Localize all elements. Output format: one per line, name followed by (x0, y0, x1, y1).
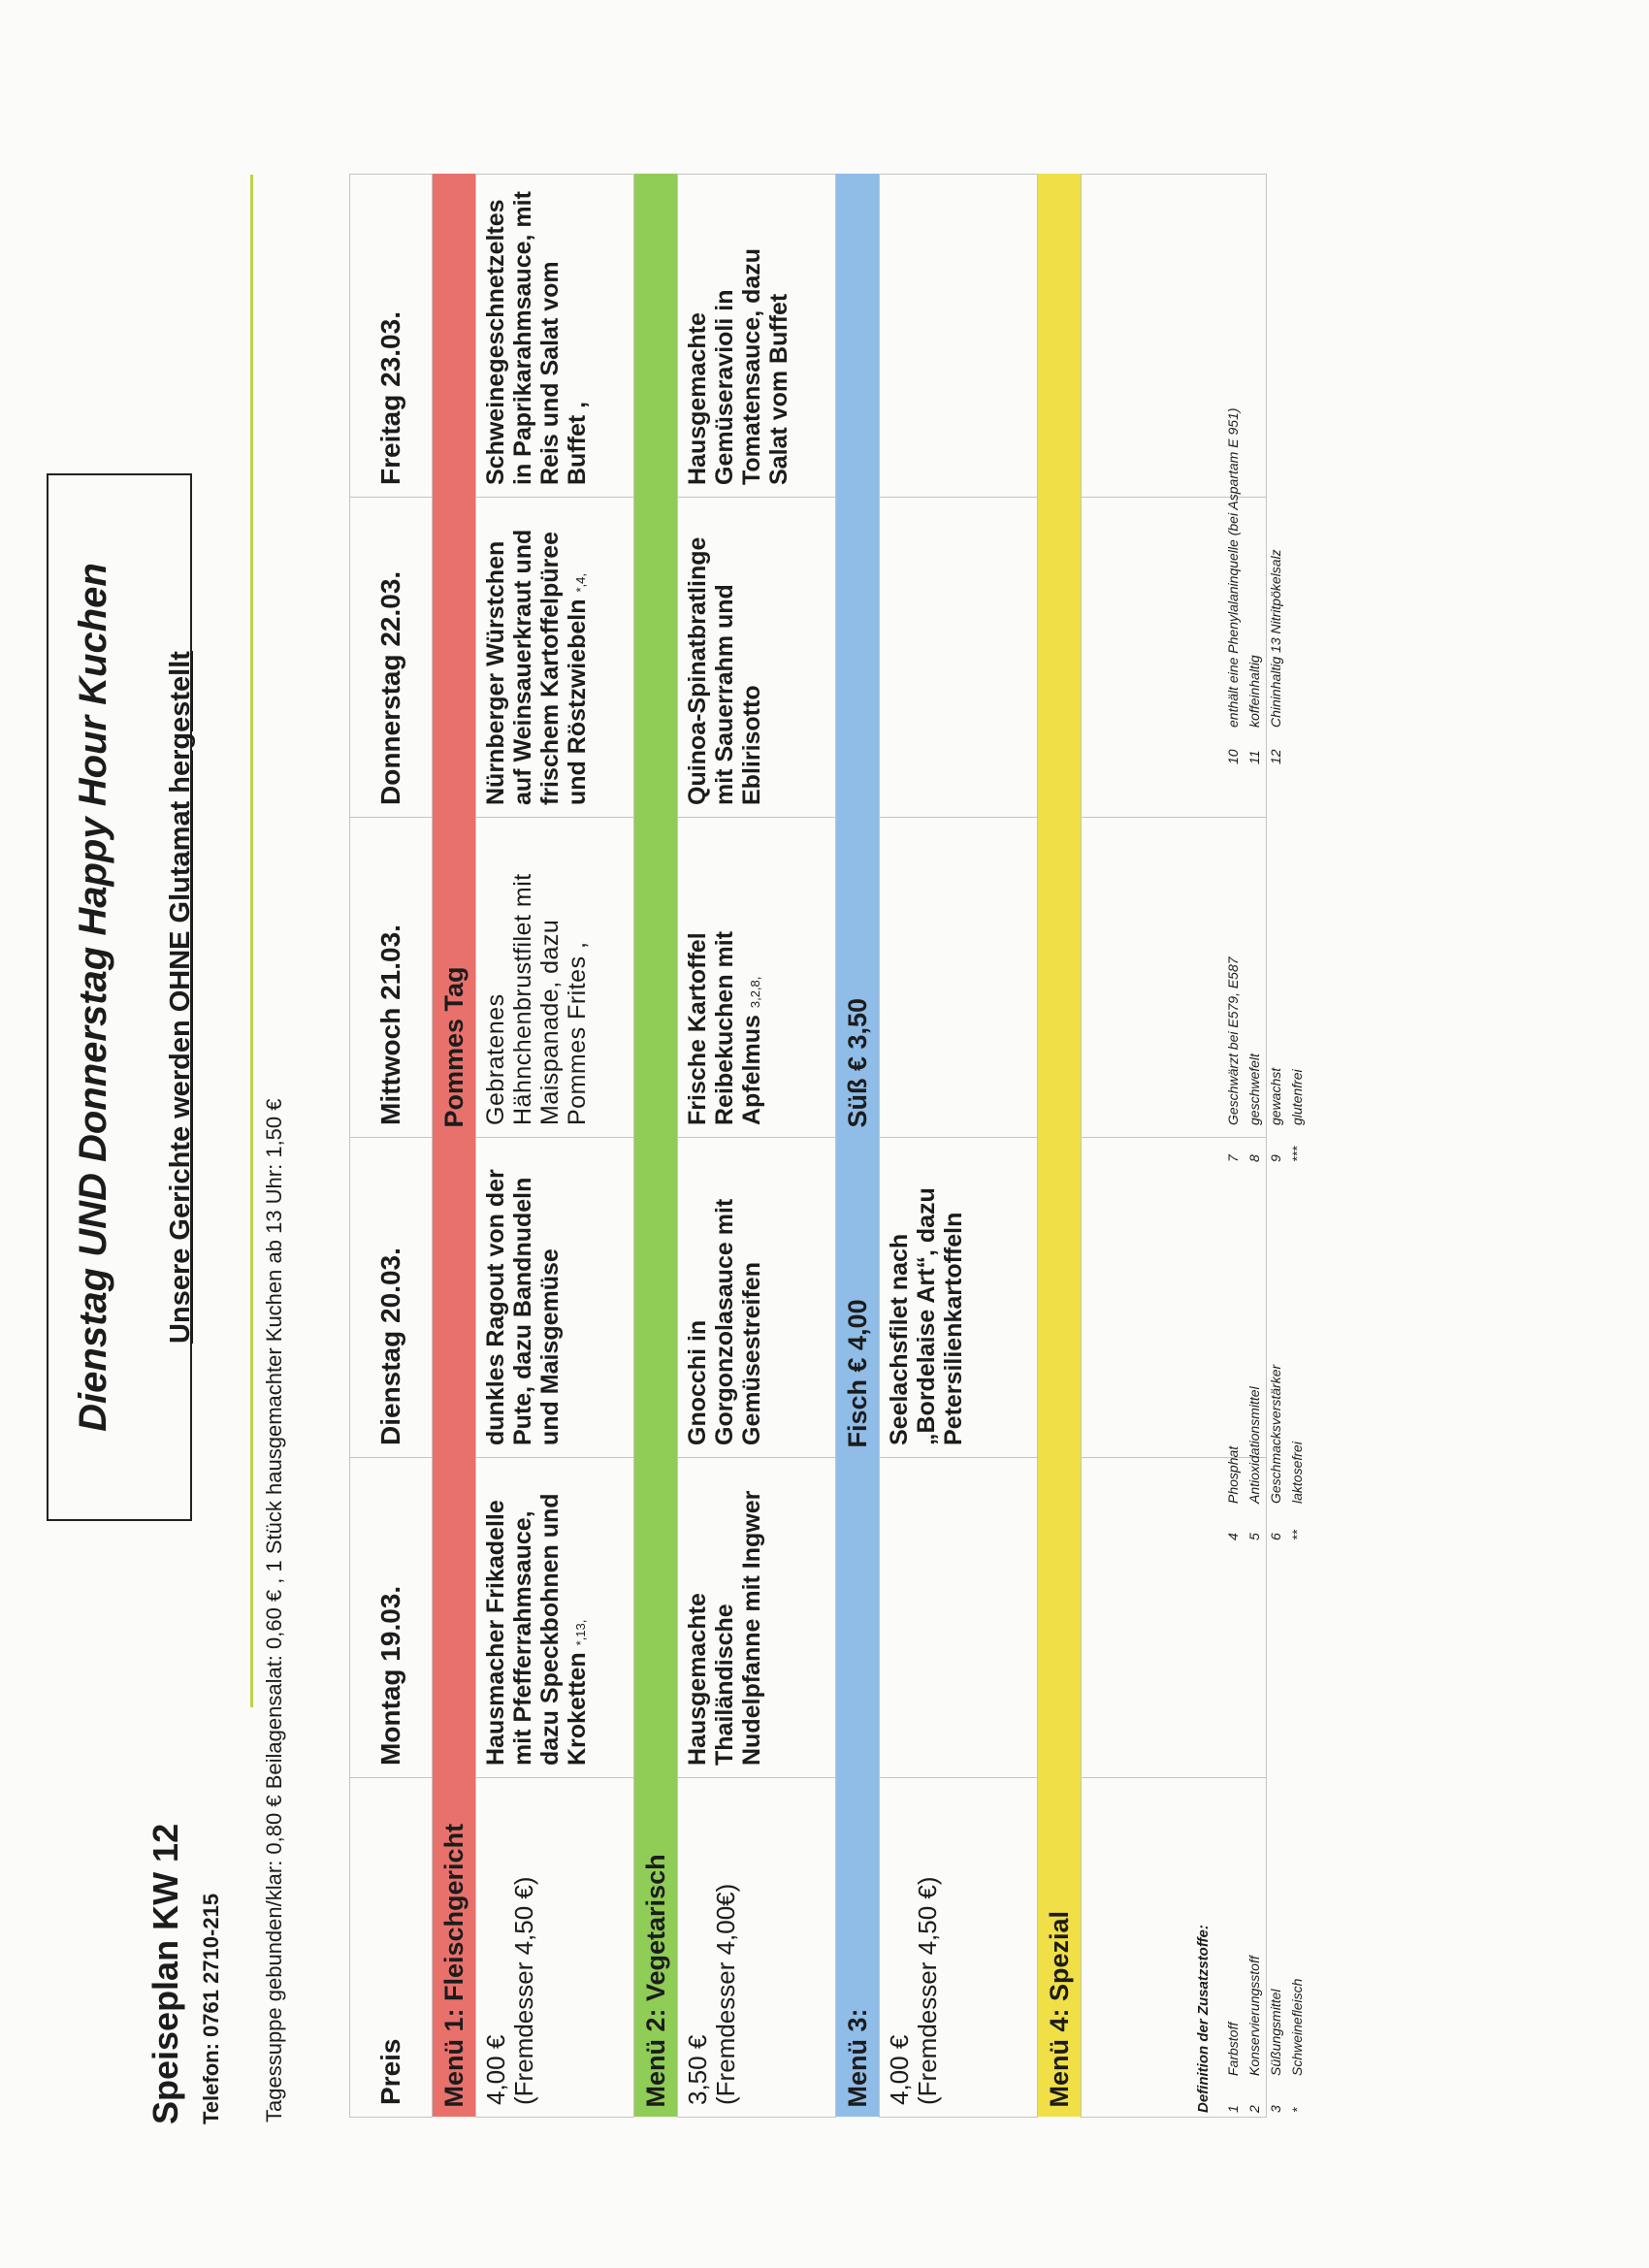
dish-text: Nürnberger Würstchen auf Weinsauerkraut und frischem Kartoffelpüree und Röstzwiebeln (482, 529, 591, 805)
dish-cell (880, 1138, 1038, 1458)
additive-marks: *,4, (573, 573, 588, 593)
menu-band-cell (634, 818, 678, 1138)
dish-cell (476, 1458, 634, 1778)
legend-item (1265, 408, 1286, 764)
legend-item (1222, 1365, 1244, 1540)
menu-label: Menü 1: Fleischgericht (433, 1778, 476, 2118)
legend-item (1286, 1365, 1308, 1540)
legend-key: 10 (1225, 749, 1241, 764)
dish-text: dunkles Ragout von der Pute, dazu Bandnudeln und Maisgemüse (482, 1169, 564, 1445)
legend-item (1265, 1956, 1286, 2113)
menu-band-cell: Süß € 3,50 (836, 818, 880, 1138)
menu-band (433, 175, 476, 2118)
dish-cell (476, 175, 634, 498)
dish-text: Hausmacher Frikadelle mit Pfefferrahmsauce, dazu Speckbohnen und Kroketten (482, 1493, 591, 1766)
dish-cell (880, 818, 1038, 1138)
day-column-header: Freitag 23.03. (350, 175, 433, 498)
legend-item (1244, 1956, 1265, 2113)
day-column-header: Donnerstag 22.03. (350, 498, 433, 818)
dish-cell (678, 1138, 836, 1458)
dish-cell (476, 498, 634, 818)
dish-cell (880, 175, 1038, 498)
menu-price (678, 1778, 836, 2118)
legend-text: Süßungsmittel (1268, 1989, 1283, 2076)
menu-price (880, 1778, 1038, 2118)
legend-text: Phosphat (1225, 1445, 1241, 1504)
dish-text: Gnocchi in Gorgonzolasauce mit Gemüsestreifen (684, 1198, 765, 1445)
price-line: 4,00 € (885, 2034, 914, 2105)
legend-text: laktosefrei (1289, 1442, 1305, 1504)
menu-label: Menü 3: (836, 1778, 880, 2118)
soup-line: Tagessuppe gebunden/klar: 0,80 € Beilagensalat: 0,60 € , 1 Stück hausgemachter Kuchen ab 13 Uhr: 1,50 € (262, 1098, 286, 2122)
legend-key: 8 (1246, 1154, 1262, 1162)
legend-key: 12 (1268, 749, 1283, 764)
dish-cell (678, 498, 836, 818)
dish-cell (476, 818, 634, 1138)
menu-band-cell (1038, 498, 1082, 818)
legend-key: 4 (1225, 1533, 1241, 1540)
dish-text: Hausgemachte Thailändische Nudelpfanne mit Ingwer (684, 1490, 765, 1766)
legend-text: gewachst (1268, 1067, 1283, 1125)
legend-text: glutenfrei (1289, 1069, 1305, 1125)
menu-row (880, 175, 1038, 2118)
menu-band (634, 175, 678, 2118)
banner-title: Dienstag UND Donnerstag Happy Hour Kuchen (72, 563, 114, 1432)
legend-key: *** (1289, 1146, 1305, 1162)
legend-key: 2 (1246, 2105, 1262, 2113)
menu-band-cell (433, 1138, 476, 1458)
dish-cell (880, 498, 1038, 818)
menu-band-cell: Fisch € 4,00 (836, 1138, 880, 1458)
menu-band-cell (433, 498, 476, 818)
menu-band-cell (1038, 175, 1082, 498)
menu-band-cell: Pommes Tag (433, 818, 476, 1138)
legend-text: koffeinhaltig (1246, 655, 1262, 728)
legend-key: 7 (1225, 1154, 1241, 1162)
dish-text: Gebratenes Hähnchenbrustfilet mit Maispanade, dazu Pommes Frites , (482, 873, 591, 1125)
dish-cell (678, 1458, 836, 1778)
legend-text: Farbstoff (1225, 2022, 1241, 2076)
dish-cell (678, 818, 836, 1138)
price-line: (Fremdesser 4,00€) (711, 1883, 741, 2105)
legend-item (1244, 408, 1265, 764)
legend-item (1222, 1956, 1244, 2113)
legend-key: * (1289, 2107, 1305, 2113)
legend-item (1222, 408, 1244, 764)
legend-column (1222, 1956, 1308, 2113)
price-column-header: Preis (350, 1778, 433, 2118)
menu-band-cell (433, 1458, 476, 1778)
menu-row (476, 175, 634, 2118)
menu-band-cell (836, 1458, 880, 1778)
price-line: 3,50 € (683, 2034, 712, 2105)
legend-key: 6 (1268, 1533, 1283, 1540)
menu-label: Menü 2: Vegetarisch (634, 1778, 678, 2118)
price-line: (Fremdesser 4,50 €) (913, 1876, 943, 2105)
legend-item (1222, 956, 1244, 1162)
page-title: Speiseplan KW 12 (146, 1823, 185, 2124)
price-line: 4,00 € (481, 2034, 510, 2105)
menu-band (1038, 175, 1082, 2118)
legend-item (1244, 956, 1265, 1162)
dish-text: Seelachsfilet nach „Bordelaise Art“, dazu Petersilienkartoffeln (886, 1187, 967, 1445)
green-divider (250, 175, 253, 1707)
day-column-header: Mittwoch 21.03. (350, 818, 433, 1138)
menu-band-cell (634, 498, 678, 818)
dish-cell (880, 1458, 1038, 1778)
legend-text: Schweinefleisch (1289, 1978, 1305, 2076)
legend-key: 1 (1225, 2105, 1241, 2113)
menu-band-cell (433, 175, 476, 498)
legend-text: enthält eine Phenylalaninquelle (bei Aspartam E 951) (1225, 407, 1241, 728)
dish-cell (476, 1138, 634, 1458)
legend-key: ** (1289, 1530, 1305, 1540)
menu-band-cell (1038, 818, 1082, 1138)
legend-item (1265, 1365, 1286, 1540)
menu-row (678, 175, 836, 2118)
dish-cell (678, 175, 836, 498)
menu-band-cell (1038, 1458, 1082, 1778)
legend-key: 11 (1246, 750, 1262, 764)
legend-key: 3 (1268, 2105, 1283, 2113)
legend-text: geschwefelt (1246, 1053, 1262, 1125)
dish-text: Frische Kartoffel Reibekuchen mit Apfelmus (684, 930, 765, 1125)
menu-band-cell (836, 175, 880, 498)
legend-key: 5 (1246, 1533, 1262, 1540)
day-column-header: Dienstag 20.03. (350, 1138, 433, 1458)
price-line: (Fremdesser 4,50 €) (509, 1876, 539, 2105)
menu-band-cell (634, 1458, 678, 1778)
legend-item (1286, 1956, 1308, 2113)
legend-text: Chininhaltig 13 Nitritpökelsalz (1268, 549, 1283, 728)
banner-subtitle: Unsere Gerichte werden OHNE Glutamat hergestellt (165, 651, 196, 1344)
menu-band (836, 175, 880, 2118)
menu-price (476, 1778, 634, 2118)
phone-number: Telefon: 0761 2710-215 (199, 1893, 223, 2124)
menu-table (349, 174, 1267, 2118)
menu-band-cell (1038, 1138, 1082, 1458)
legend-column (1222, 1365, 1308, 1540)
legend-text: Geschwärzt bei E579, E587 (1225, 956, 1241, 1125)
legend-text: Konservierungsstoff (1246, 1956, 1262, 2076)
additive-marks: 3,2,8, (748, 976, 762, 1009)
legend-item (1244, 1365, 1265, 1540)
legend-column (1222, 408, 1286, 764)
legend-item (1286, 956, 1308, 1162)
menu-label: Menü 4: Spezial (1038, 1778, 1082, 2118)
legend-text: Antioxidationsmittel (1246, 1386, 1262, 1504)
legend-title: Definition der Zusatzstoffe: (1195, 1925, 1212, 2113)
menu-band-cell (634, 1138, 678, 1458)
additive-marks: *,13, (573, 1619, 588, 1646)
legend-text: Geschmacksverstärker (1268, 1364, 1283, 1504)
menu-band-cell (634, 175, 678, 498)
day-column-header: Montag 19.03. (350, 1458, 433, 1778)
dish-text: Schweinegeschnetzeltes in Paprikarahmsauce, mit Reis und Salat vom Buffet , (482, 191, 591, 485)
legend-key: 9 (1268, 1154, 1283, 1162)
dish-text: Quinoa-Spinatbratlinge mit Sauerrahm und Eblirisotto (684, 536, 765, 805)
legend-column (1222, 956, 1308, 1162)
legend-item (1265, 956, 1286, 1162)
dish-text: Hausgemachte Gemüseravioli in Tomatensauce, dazu Salat vom Buffet (684, 247, 792, 485)
menu-band-cell (836, 498, 880, 818)
table-header-row (350, 175, 433, 2118)
